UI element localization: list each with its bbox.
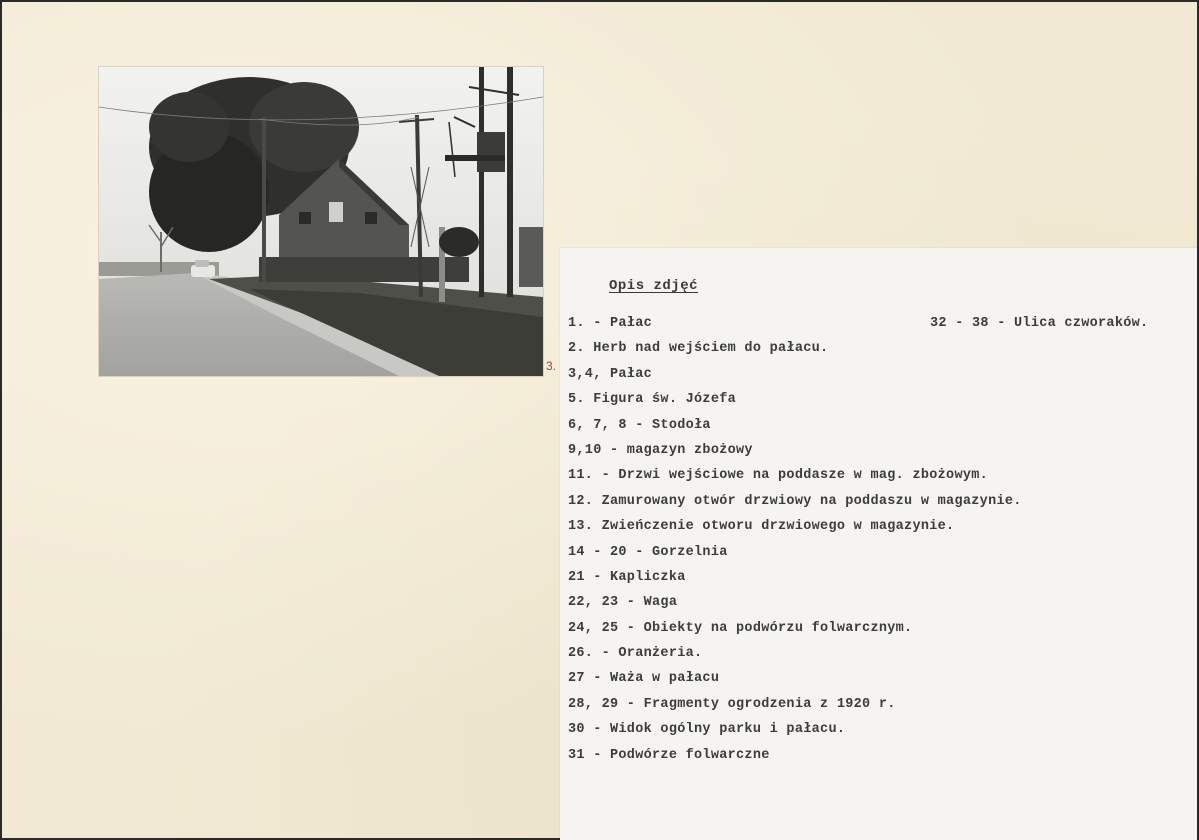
- photograph-road-house-power-pole-icon: [99, 67, 543, 376]
- list-item: 3,4, Pałac: [568, 366, 653, 382]
- list-item: 2. Herb nad wejściem do pałacu.: [568, 341, 829, 357]
- list-item: 22, 23 - Waga: [568, 595, 678, 611]
- list-item: 31 - Podwórze folwarczne: [568, 747, 770, 763]
- list-item: 5. Figura św. Józefa: [568, 392, 737, 408]
- photograph: [99, 67, 543, 376]
- card-heading: Opis zdjęć: [609, 278, 699, 294]
- list-item: 13. Zwieńczenie otworu drzwiowego w magazynie.: [568, 519, 955, 535]
- list-item: 27 - Waża w pałacu: [568, 671, 720, 687]
- list-item: 6, 7, 8 - Stodoła: [568, 417, 711, 433]
- list-item: 14 - 20 - Gorzelnia: [568, 544, 728, 560]
- list-item: 28, 29 - Fragmenty ogrodzenia z 1920 r.: [568, 696, 896, 712]
- list-item: 21 - Kapliczka: [568, 569, 686, 585]
- archive-sheet: [2, 2, 1197, 838]
- list-item: 1. - Pałac: [568, 316, 653, 331]
- list-item: 9,10 - magazyn zbożowy: [568, 442, 753, 458]
- list-item: 12. Zamurowany otwór drzwiowy na poddaszu w magazynie.: [568, 493, 1022, 509]
- list-item: 11. - Drzwi wejściowe na poddasze w mag. zbożowym.: [568, 468, 989, 484]
- description-list: [568, 311, 1022, 768]
- list-item: 24, 25 - Obiekty na podwórzu folwarcznym.: [568, 620, 913, 636]
- aside-entry: 32 - 38 - Ulica czworaków.: [930, 316, 1149, 331]
- list-item: 30 - Widok ogólny parku i pałacu.: [568, 722, 846, 738]
- photo-description-card: [560, 248, 1197, 840]
- list-item: 26. - Oranżeria.: [568, 646, 703, 662]
- photo-number-mark: 3.: [546, 359, 557, 373]
